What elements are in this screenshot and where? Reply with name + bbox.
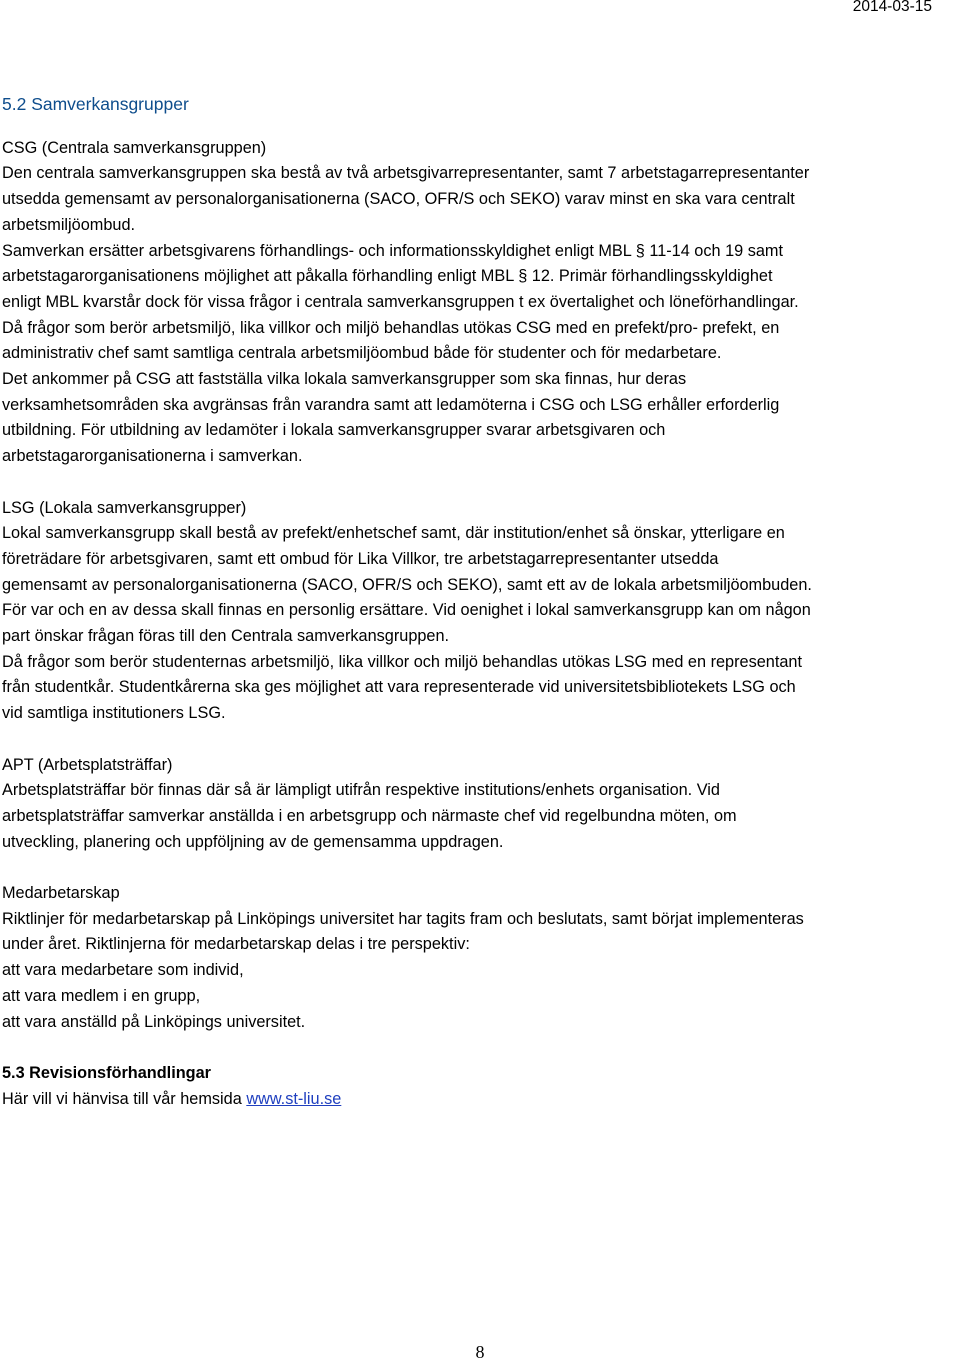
lsg-text-line: företrädare för arbetsgivaren, samt ett ombud för Lika Villkor, tre arbetstagarrepresentanter utsedda — [2, 549, 719, 568]
csg-text-line: verksamhetsområden ska avgränsas från varandra samt att ledamöterna i CSG och LSG erhåller erforderlig — [2, 395, 780, 414]
header-date: 2014-03-15 — [852, 0, 932, 15]
section-heading-5-3: 5.3 Revisionsförhandlingar — [2, 1063, 211, 1082]
perspective-item: att vara medlem i en grupp, — [2, 986, 201, 1005]
csg-text-line: utbildning. För utbildning av ledamöter i lokala samverkansgrupper svarar arbetsgivaren och — [2, 421, 666, 440]
lsg-text-line: För var och en av dessa skall finnas en personlig ersättare. Vid oenighet i lokal samverkansgrupp kan om någon — [2, 601, 811, 620]
apt-text-line: arbetsplatsträffar samverkar anställda i en arbetsgrupp och närmaste chef vid regelbundna möten, om — [2, 806, 737, 825]
csg-text-line: Den centrala samverkansgruppen ska bestå av två arbetsgivarrepresentanter, samt 7 arbetstagarrepresentanter — [2, 164, 810, 183]
revision-text-lead: Här vill vi hänvisa till vår hemsida — [2, 1089, 247, 1108]
lsg-text-line: från studentkår. Studentkårerna ska ges möjlighet att vara representerade vid universitetsbibliotekets LSG och — [2, 678, 796, 697]
lsg-text-line: Då frågor som berör studenternas arbetsmiljö, lika villkor och miljö behandlas utökas LSG med en representant — [2, 652, 802, 671]
medarbetarskap-text-line: under året. Riktlinjerna för medarbetarskap delas i tre perspektiv: — [2, 935, 470, 954]
csg-text-line: arbetstagarorganisationerna i samverkan. — [2, 447, 303, 466]
medarbetarskap-text-line: Riktlinjer för medarbetarskap på Linköpings universitet har tagits fram och beslutats, samt börjat implementeras — [2, 909, 804, 928]
csg-text-line: administrativ chef samt samtliga centrala arbetsmiljöombud både för studenter och för medarbetare. — [2, 344, 722, 363]
lsg-text-line: Lokal samverkansgrupp skall bestå av prefekt/enhetschef samt, där institution/enhet så önskar, ytterligare en — [2, 524, 785, 543]
section-heading-5-2: 5.2 Samverkansgrupper — [2, 94, 189, 114]
apt-text-line: utveckling, planering och uppföljning av de gemensamma uppdragen. — [2, 832, 504, 851]
page-number: 8 — [475, 1342, 485, 1362]
csg-text-line: utsedda gemensamt av personalorganisationerna (SACO, OFR/S och SEKO) varav minst en ska vara centralt — [2, 190, 795, 209]
csg-text-line: arbetsmiljöombud. — [2, 215, 136, 234]
revision-text — [2, 1087, 958, 1113]
csg-text-line: arbetstagarorganisationens möjlighet att påkalla förhandling enligt MBL § 12. Primär förhandlingsskyldighet — [2, 267, 773, 286]
apt-title: APT (Arbetsplatsträffar) — [2, 755, 173, 774]
medarbetarskap-title: Medarbetarskap — [2, 884, 120, 903]
perspective-item: att vara medarbetare som individ, — [2, 961, 244, 980]
csg-title: CSG (Centrala samverkansgruppen) — [2, 138, 267, 157]
lsg-text-line: vid samtliga institutioners LSG. — [2, 704, 226, 723]
website-link[interactable]: www.st-liu.se — [246, 1089, 342, 1108]
apt-text-line: Arbetsplatsträffar bör finnas där så är lämpligt utifrån respektive institutions/enhets organisation. Vid — [2, 781, 720, 800]
csg-text-line: Då frågor som berör arbetsmiljö, lika villkor och miljö behandlas utökas CSG med en prefekt/pro- prefekt, en — [2, 318, 780, 337]
csg-text-line: Det ankommer på CSG att fastställa vilka lokala samverkansgrupper som ska finnas, hur deras — [2, 370, 687, 389]
lsg-title: LSG (Lokala samverkansgrupper) — [2, 498, 247, 517]
perspective-item: att vara anställd på Linköpings universitet. — [2, 1012, 306, 1031]
csg-text-line: enligt MBL kvarstår dock för vissa frågor i centrala samverkansgruppen t ex övertalighet och löneförhandlingar. — [2, 292, 799, 311]
document-body — [2, 92, 958, 1112]
lsg-text-line: gemensamt av personalorganisationerna (SACO, OFR/S och SEKO), samt ett av de lokala arbetsmiljöombuden. — [2, 575, 812, 594]
csg-text-line: Samverkan ersätter arbetsgivarens förhandlings- och informationsskyldighet enligt MBL § 11-14 och 19 samt — [2, 241, 783, 260]
lsg-text-line: part önskar frågan föras till den Centrala samverkansgruppen. — [2, 627, 450, 646]
